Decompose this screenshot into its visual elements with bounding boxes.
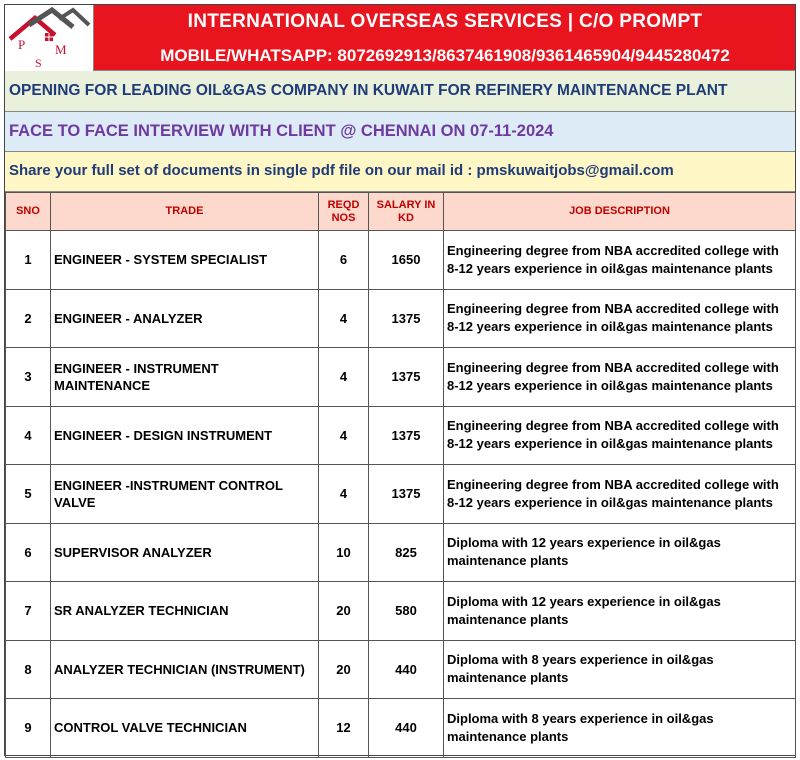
reqd-nos-cell: 6 <box>319 231 369 290</box>
interview-text: FACE TO FACE INTERVIEW WITH CLIENT @ CHENNAI ON 07-11-2024 <box>9 122 554 140</box>
table-row <box>6 582 796 641</box>
trade-cell: SR ANALYZER TECHNICIAN <box>51 582 319 641</box>
house-roof-icon <box>5 5 93 71</box>
interview-band <box>5 112 795 152</box>
salary-cell: 440 <box>369 699 444 758</box>
reqd-nos-cell: 10 <box>319 523 369 582</box>
table-row <box>6 523 796 582</box>
salary-line2: KD <box>398 211 414 224</box>
trade-cell: ENGINEER - SYSTEM SPECIALIST <box>51 231 319 290</box>
reqd-nos-cell: 20 <box>319 640 369 699</box>
sno-cell: 4 <box>6 406 51 465</box>
job-description-cell: Engineering degree from NBA accredited college with 8-12 years experience in oil&gas maintenance plants <box>444 231 796 290</box>
logo-letter-p: P <box>18 37 26 52</box>
job-description-cell: Diploma with 8 years experience in oil&gas maintenance plants <box>444 640 796 699</box>
table-row <box>6 640 796 699</box>
salary-cell: 825 <box>369 523 444 582</box>
trade-cell: ENGINEER - ANALYZER <box>51 289 319 348</box>
reqd-nos-cell: 4 <box>319 406 369 465</box>
salary-cell: 1650 <box>369 231 444 290</box>
company-logo <box>5 5 94 71</box>
company-title: INTERNATIONAL OVERSEAS SERVICES | C/O PROMPT <box>187 11 703 32</box>
trade-cell: CONTROL VALVE TECHNICIAN <box>51 699 319 758</box>
trade-cell: SUPERVISOR ANALYZER <box>51 523 319 582</box>
sno-cell: 7 <box>6 582 51 641</box>
job-description-cell: Diploma with 12 years experience in oil&gas maintenance plants <box>444 523 796 582</box>
reqd-nos-cell: 4 <box>319 348 369 407</box>
logo-letter-s: S <box>35 56 42 70</box>
sno-cell: 2 <box>6 289 51 348</box>
column-header-reqd-nos <box>319 193 369 231</box>
job-description-cell: Engineering degree from NBA accredited college with 8-12 years experience in oil&gas maintenance plants <box>444 348 796 407</box>
job-description-cell: Diploma with 12 years experience in oil&gas maintenance plants <box>444 582 796 641</box>
job-description-cell: Engineering degree from NBA accredited college with 8-12 years experience in oil&gas maintenance plants <box>444 465 796 524</box>
table-row <box>6 699 796 758</box>
table-row <box>6 289 796 348</box>
job-description-cell: Diploma with 8 years experience in oil&gas maintenance plants <box>444 699 796 758</box>
job-description-cell: Engineering degree from NBA accredited college with 8-12 years experience in oil&gas maintenance plants <box>444 289 796 348</box>
reqd-nos-cell: 12 <box>319 699 369 758</box>
sno-cell: 6 <box>6 523 51 582</box>
salary-cell: 580 <box>369 582 444 641</box>
share-documents-text: Share your full set of documents in single pdf file on our mail id : pmskuwaitjobs@gmail.com <box>9 162 674 179</box>
column-header-sno: SNO <box>6 193 51 231</box>
opening-band <box>5 71 795 112</box>
trade-cell: ENGINEER - INSTRUMENT MAINTENANCE <box>51 348 319 407</box>
salary-cell: 1375 <box>369 289 444 348</box>
jobs-table <box>5 192 796 758</box>
column-header-salary <box>369 193 444 231</box>
table-row <box>6 406 796 465</box>
salary-cell: 1375 <box>369 465 444 524</box>
reqd-nos-cell: 4 <box>319 289 369 348</box>
job-description-cell: Engineering degree from NBA accredited college with 8-12 years experience in oil&gas maintenance plants <box>444 406 796 465</box>
reqd-nos-line2: NOS <box>331 211 356 224</box>
logo-letter-m: M <box>55 42 67 57</box>
salary-cell: 1375 <box>369 406 444 465</box>
table-row <box>6 465 796 524</box>
reqd-nos-cell: 4 <box>319 465 369 524</box>
sno-cell: 5 <box>6 465 51 524</box>
opening-text: OPENING FOR LEADING OIL&GAS COMPANY IN KUWAIT FOR REFINERY MAINTENANCE PLANT <box>9 82 728 99</box>
sno-cell: 9 <box>6 699 51 758</box>
table-row <box>6 231 796 290</box>
salary-cell: 440 <box>369 640 444 699</box>
share-band <box>5 152 795 192</box>
table-row <box>6 348 796 407</box>
trade-cell: ANALYZER TECHNICIAN (INSTRUMENT) <box>51 640 319 699</box>
column-header-job-description: JOB DESCRIPTION <box>444 193 796 231</box>
header-banner <box>5 5 795 71</box>
column-header-trade: TRADE <box>51 193 319 231</box>
table-header-row <box>6 193 796 231</box>
salary-line1: SALARY IN <box>376 198 436 211</box>
sno-cell: 3 <box>6 348 51 407</box>
contact-numbers: MOBILE/WHATSAPP: 8072692913/8637461908/9361465904/9445280472 <box>160 46 730 65</box>
sno-cell: 1 <box>6 231 51 290</box>
salary-cell: 1375 <box>369 348 444 407</box>
reqd-nos-cell: 20 <box>319 582 369 641</box>
trade-cell: ENGINEER - DESIGN INSTRUMENT <box>51 406 319 465</box>
sno-cell: 8 <box>6 640 51 699</box>
trade-cell: ENGINEER -INSTRUMENT CONTROL VALVE <box>51 465 319 524</box>
reqd-nos-line1: REQD <box>327 198 360 211</box>
